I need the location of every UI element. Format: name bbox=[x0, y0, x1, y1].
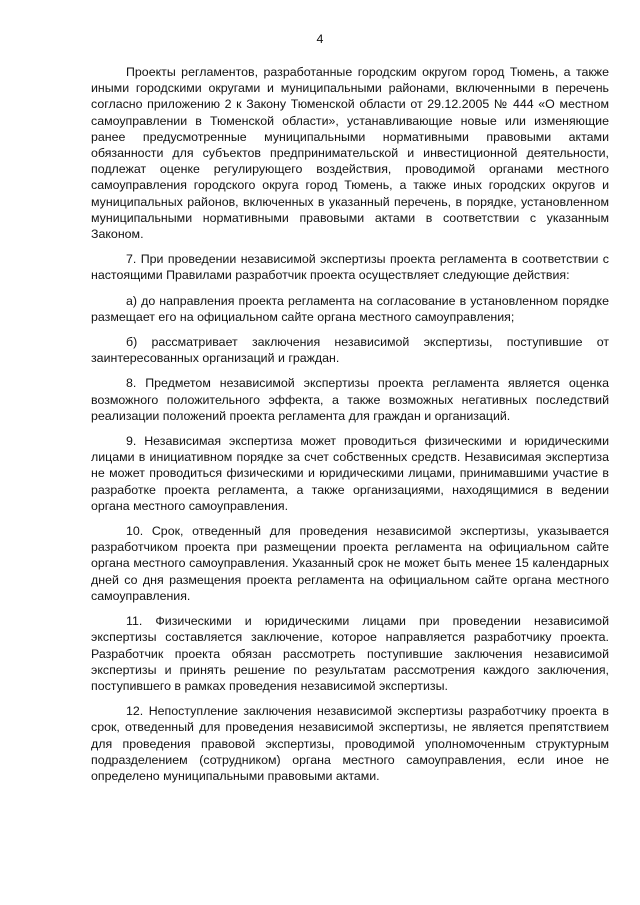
paragraph-item-11: 11. Физическими и юридическими лицами при проведении независимой экспертизы составляется заключение, которое направляется разработчику проекта. Разработчик проекта обязан рассмотреть поступившие заключения независимой экспертизы и принять решение по результатам рассмотрения каждого заключения, поступившего в рамках проведения независимой экспертизы. bbox=[91, 614, 609, 693]
page-number: 4 bbox=[316, 32, 324, 46]
paragraph-item-9: 9. Независимая экспертиза может проводиться физическими и юридическими лицами в инициативном порядке за счет собственных средств. Независимая экспертиза не может проводиться физическими и юридическими лицами, принимавшими участие в разработке проекта регламента, а также организациями, находящимися в ведении органа местного самоуправления. bbox=[91, 434, 609, 513]
paragraph-item-12: 12. Непоступление заключения независимой экспертизы разработчику проекта в срок, отведенный для проведения независимой экспертизы, не является препятствием для проведения правовой экспертизы, проводимой уполномоченным структурным подразделением (сотрудником) органа местного самоуправления, если иное не определено муниципальными правовыми актами. bbox=[91, 704, 609, 783]
document-body bbox=[91, 64, 609, 784]
paragraph-item-8: 8. Предметом независимой экспертизы проекта регламента является оценка возможного положительного эффекта, а также возможных негативных последствий реализации положений проекта регламента для граждан и организаций. bbox=[91, 376, 609, 423]
paragraph-item-10: 10. Срок, отведенный для проведения независимой экспертизы, указывается разработчиком проекта при размещении проекта регламента на официальном сайте органа местного самоуправления. Указанный срок не может быть менее 15 календарных дней со дня размещения проекта регламента на официальном сайте органа местного самоуправления. bbox=[91, 524, 609, 603]
paragraph-item-7a: а) до направления проекта регламента на согласование в установленном порядке размещает его на официальном сайте органа местного самоуправления; bbox=[91, 293, 609, 324]
paragraph-item-7: 7. При проведении независимой экспертизы проекта регламента в соответствии с настоящими Правилами разработчик проекта осуществляет следующие действия: bbox=[91, 252, 609, 283]
paragraph-item-7b: б) рассматривает заключения независимой экспертизы, поступившие от заинтересованных организаций и граждан. bbox=[91, 335, 609, 366]
paragraph-regulation-projects: Проекты регламентов, разработанные городским округом город Тюмень, а также иными городскими округами и муниципальными районами, включенными в перечень согласно приложению 2 к Закону Тюменской области от 29.12.2005 № 444 «О местном самоуправлении в Тюменской области», устанавливающие новые или изменяющие ранее предусмотренные муниципальными нормативными правовыми актами обязанности для субъектов предпринимательской и инвестиционной деятельности, подлежат оценке регулирующего воздействия, проводимой органами местного самоуправления городского округа город Тюмень, а также иных городских округов и муниципальных районов, включенных в указанный перечень, в порядке, установленном муниципальными нормативными правовыми актами в соответствии с указанным Законом. bbox=[91, 65, 609, 242]
